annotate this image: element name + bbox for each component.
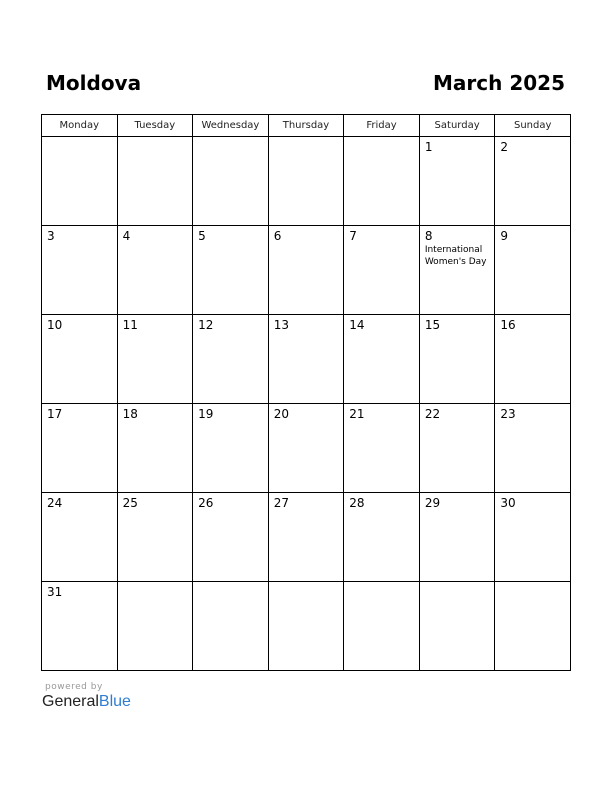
day-cell: [495, 582, 571, 671]
day-number: [420, 582, 495, 585]
day-number: 29: [424, 496, 441, 510]
weekday-thursday: Thursday: [268, 115, 344, 137]
day-number: 3: [47, 229, 55, 243]
generalblue-logo[interactable]: [42, 693, 131, 711]
day-cell: [344, 404, 420, 493]
day-number: [193, 582, 268, 585]
day-number: 10: [47, 318, 63, 332]
day-cell: [344, 226, 420, 315]
week-row: [42, 137, 571, 226]
day-number: 26: [198, 496, 214, 510]
day-cell: [42, 582, 118, 671]
day-cell: [495, 137, 571, 226]
day-number: 12: [198, 318, 214, 332]
day-cell: [193, 582, 269, 671]
day-cell: [344, 493, 420, 582]
day-number: [42, 137, 117, 140]
day-number: [269, 582, 344, 585]
day-number: [118, 137, 193, 140]
day-cell: [193, 226, 269, 315]
week-row: [42, 582, 571, 671]
month-title: March 2025: [433, 71, 565, 95]
day-cell: [344, 315, 420, 404]
day-cell: [419, 493, 495, 582]
day-number: 28: [349, 496, 365, 510]
day-number: 5: [198, 229, 206, 243]
day-cell: [42, 404, 118, 493]
day-cell: [344, 137, 420, 226]
weekday-tuesday: Tuesday: [117, 115, 193, 137]
day-cell: [495, 493, 571, 582]
day-number: 14: [349, 318, 365, 332]
day-number: 6: [273, 229, 282, 243]
weekday-sunday: Sunday: [495, 115, 571, 137]
day-cell: [117, 137, 193, 226]
weekday-header-row: [42, 115, 571, 137]
day-number: 24: [47, 496, 63, 510]
day-cell: [495, 315, 571, 404]
day-number: 9: [500, 229, 509, 243]
day-cell: [193, 404, 269, 493]
day-number: 4: [122, 229, 131, 243]
week-row: [42, 226, 571, 315]
day-number: [193, 137, 268, 140]
day-number: 16: [500, 318, 516, 332]
day-cell: [193, 137, 269, 226]
day-number: [344, 582, 419, 585]
day-number: 30: [500, 496, 516, 510]
week-row: [42, 493, 571, 582]
day-cell: [42, 137, 118, 226]
brand-blue-text: Blue: [98, 693, 131, 710]
day-cell: [268, 582, 344, 671]
day-number: 25: [122, 496, 138, 510]
day-number: 31: [47, 585, 63, 599]
powered-by-text: powered by: [45, 682, 103, 692]
day-number: 27: [273, 496, 289, 510]
day-cell: [344, 582, 420, 671]
day-number: 8: [424, 229, 433, 243]
day-number: 18: [122, 407, 138, 421]
day-cell: [117, 226, 193, 315]
day-cell: [193, 315, 269, 404]
day-cell: [117, 582, 193, 671]
day-cell: [193, 493, 269, 582]
day-cell: [42, 315, 118, 404]
day-cell: [419, 404, 495, 493]
weekday-friday: Friday: [344, 115, 420, 137]
day-number: 20: [273, 407, 289, 421]
day-number: 1: [424, 140, 433, 154]
day-number: [269, 137, 344, 140]
day-number: 21: [349, 407, 365, 421]
day-number: [344, 137, 419, 140]
day-number: 13: [273, 318, 289, 332]
weekday-saturday: Saturday: [419, 115, 495, 137]
day-cell: [419, 137, 495, 226]
day-cell: [419, 315, 495, 404]
day-number: 17: [47, 407, 63, 421]
day-number: [495, 582, 570, 585]
day-cell: [419, 582, 495, 671]
brand-general-text: General: [42, 693, 99, 710]
day-cell: [268, 404, 344, 493]
day-cell: [268, 315, 344, 404]
calendar-grid: [41, 114, 571, 671]
week-row: [42, 315, 571, 404]
day-number: 7: [349, 229, 357, 243]
week-row: [42, 404, 571, 493]
day-number: 19: [198, 407, 214, 421]
weekday-wednesday: Wednesday: [193, 115, 269, 137]
day-cell: [419, 226, 495, 315]
day-number: 23: [500, 407, 516, 421]
day-cell: [117, 493, 193, 582]
day-number: 2: [500, 140, 509, 154]
day-cell: [42, 226, 118, 315]
day-cell: [268, 137, 344, 226]
holiday-label: International Women's Day: [424, 245, 487, 267]
country-title: Moldova: [46, 71, 142, 95]
day-cell: [495, 404, 571, 493]
day-number: 15: [424, 318, 441, 332]
day-number: [118, 582, 193, 585]
day-number: 22: [424, 407, 441, 421]
day-cell: [117, 315, 193, 404]
day-cell: [495, 226, 571, 315]
day-cell: [117, 404, 193, 493]
day-cell: [42, 493, 118, 582]
day-cell: [268, 493, 344, 582]
day-number: 11: [122, 318, 138, 332]
weekday-monday: Monday: [42, 115, 118, 137]
day-cell: [268, 226, 344, 315]
